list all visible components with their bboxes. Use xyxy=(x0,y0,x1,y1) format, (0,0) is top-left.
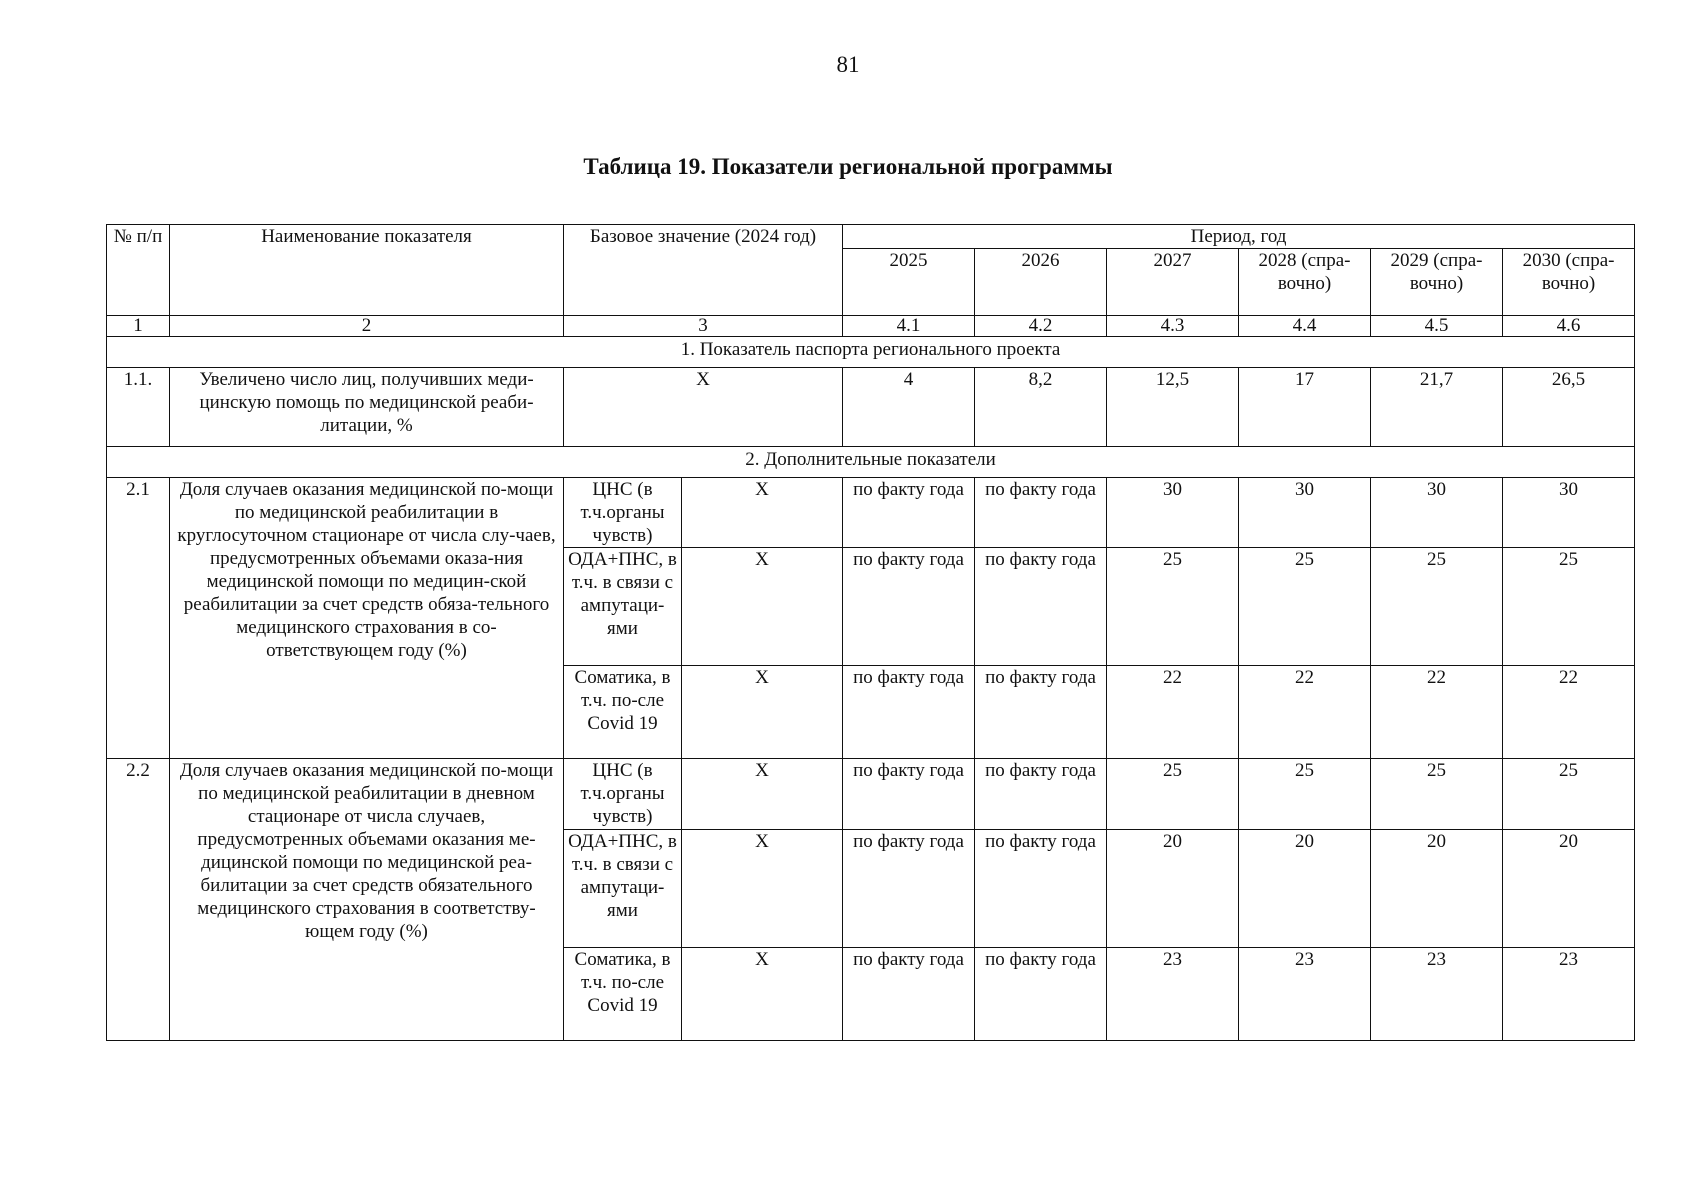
header-year-2028: 2028 (спра-вочно) xyxy=(1239,249,1371,316)
col-number: 4.4 xyxy=(1239,316,1371,337)
base-value: Х xyxy=(682,666,843,759)
table-row xyxy=(107,759,1635,830)
col-number: 3 xyxy=(564,316,843,337)
indicators-table xyxy=(106,224,1635,1041)
value-cell: 23 xyxy=(1371,948,1503,1041)
header-year-2029: 2029 (спра-вочно) xyxy=(1371,249,1503,316)
section-title: 2. Дополнительные показатели xyxy=(107,447,1635,478)
value-cell: 25 xyxy=(1239,548,1371,666)
header-year-2025: 2025 xyxy=(843,249,975,316)
indicator-name: Увеличено число лиц, получивших меди-цинскую помощь по медицинской реаби-литации, % xyxy=(170,368,564,447)
value-cell: 20 xyxy=(1107,830,1239,948)
column-numbers-row xyxy=(107,316,1635,337)
col-number: 4.5 xyxy=(1371,316,1503,337)
indicator-name: Доля случаев оказания медицинской по-мощи по медицинской реабилитации в круглосуточном стационаре от числа слу-чаев, предусмотренных объемами оказа-ния медицинской помощи по медицин-ской реабилитации за счет средств обяза-тельного медицинского страхования в со-ответствующем году (%) xyxy=(170,478,564,759)
value-cell: по факту года xyxy=(975,478,1107,548)
value-cell: 21,7 xyxy=(1371,368,1503,447)
value-cell: 17 xyxy=(1239,368,1371,447)
value-cell: 25 xyxy=(1503,548,1635,666)
value-cell: 25 xyxy=(1107,759,1239,830)
header-name: Наименование показателя xyxy=(170,225,564,316)
value-cell: 30 xyxy=(1371,478,1503,548)
value-cell: 30 xyxy=(1107,478,1239,548)
value-cell: 8,2 xyxy=(975,368,1107,447)
col-number: 4.1 xyxy=(843,316,975,337)
value-cell: по факту года xyxy=(843,478,975,548)
value-cell: по факту года xyxy=(975,948,1107,1041)
category-cell: Соматика, в т.ч. по-сле Covid 19 xyxy=(564,666,682,759)
category-cell: ОДА+ПНС, в т.ч. в связи с ампутаци-ями xyxy=(564,830,682,948)
category-cell: ЦНС (в т.ч.органы чувств) xyxy=(564,759,682,830)
base-value: Х xyxy=(682,948,843,1041)
value-cell: 25 xyxy=(1503,759,1635,830)
value-cell: 25 xyxy=(1239,759,1371,830)
header-row xyxy=(107,225,1635,249)
col-number: 2 xyxy=(170,316,564,337)
category-cell: ОДА+ПНС, в т.ч. в связи с ампутаци-ями xyxy=(564,548,682,666)
table-title: Таблица 19. Показатели региональной программы xyxy=(583,154,1113,179)
header-year-2030: 2030 (спра-вочно) xyxy=(1503,249,1635,316)
row-num: 1.1. xyxy=(107,368,170,447)
section-row xyxy=(107,337,1635,368)
table-row xyxy=(107,478,1635,548)
base-value: Х xyxy=(682,759,843,830)
value-cell: 20 xyxy=(1371,830,1503,948)
category-cell: Соматика, в т.ч. по-сле Covid 19 xyxy=(564,948,682,1041)
header-base: Базовое значение (2024 год) xyxy=(564,225,843,316)
section-title: 1. Показатель паспорта регионального проекта xyxy=(107,337,1635,368)
base-value: Х xyxy=(682,548,843,666)
value-cell: по факту года xyxy=(975,548,1107,666)
row-num: 2.2 xyxy=(107,759,170,1041)
value-cell: по факту года xyxy=(843,948,975,1041)
value-cell: по факту года xyxy=(975,759,1107,830)
value-cell: 22 xyxy=(1239,666,1371,759)
value-cell: по факту года xyxy=(975,666,1107,759)
col-number: 4.2 xyxy=(975,316,1107,337)
value-cell: 22 xyxy=(1503,666,1635,759)
header-year-2027: 2027 xyxy=(1107,249,1239,316)
base-value: Х xyxy=(564,368,843,447)
value-cell: 25 xyxy=(1107,548,1239,666)
value-cell: по факту года xyxy=(843,548,975,666)
value-cell: 22 xyxy=(1371,666,1503,759)
value-cell: 23 xyxy=(1239,948,1371,1041)
header-num: № п/п xyxy=(107,225,170,316)
value-cell: 20 xyxy=(1239,830,1371,948)
table-row xyxy=(107,368,1635,447)
value-cell: по факту года xyxy=(843,759,975,830)
category-cell: ЦНС (в т.ч.органы чувств) xyxy=(564,478,682,548)
value-cell: 30 xyxy=(1239,478,1371,548)
base-value: Х xyxy=(682,478,843,548)
value-cell: 22 xyxy=(1107,666,1239,759)
header-year-2026: 2026 xyxy=(975,249,1107,316)
value-cell: 26,5 xyxy=(1503,368,1635,447)
value-cell: 20 xyxy=(1503,830,1635,948)
value-cell: по факту года xyxy=(843,830,975,948)
value-cell: 25 xyxy=(1371,759,1503,830)
value-cell: 23 xyxy=(1107,948,1239,1041)
section-row xyxy=(107,447,1635,478)
col-number: 1 xyxy=(107,316,170,337)
page-number: 81 xyxy=(836,52,860,77)
value-cell: 23 xyxy=(1503,948,1635,1041)
value-cell: по факту года xyxy=(975,830,1107,948)
header-period: Период, год xyxy=(843,225,1635,249)
row-num: 2.1 xyxy=(107,478,170,759)
col-number: 4.6 xyxy=(1503,316,1635,337)
base-value: Х xyxy=(682,830,843,948)
value-cell: 4 xyxy=(843,368,975,447)
indicator-name: Доля случаев оказания медицинской по-мощи по медицинской реабилитации в дневном стационаре от числа случаев, предусмотренных объемами оказания ме-дицинской помощи по медицинской реа-билитации за счет средств обязательного медицинского страхования в соответству-ющем году (%) xyxy=(170,759,564,1041)
value-cell: по факту года xyxy=(843,666,975,759)
col-number: 4.3 xyxy=(1107,316,1239,337)
value-cell: 30 xyxy=(1503,478,1635,548)
value-cell: 25 xyxy=(1371,548,1503,666)
value-cell: 12,5 xyxy=(1107,368,1239,447)
